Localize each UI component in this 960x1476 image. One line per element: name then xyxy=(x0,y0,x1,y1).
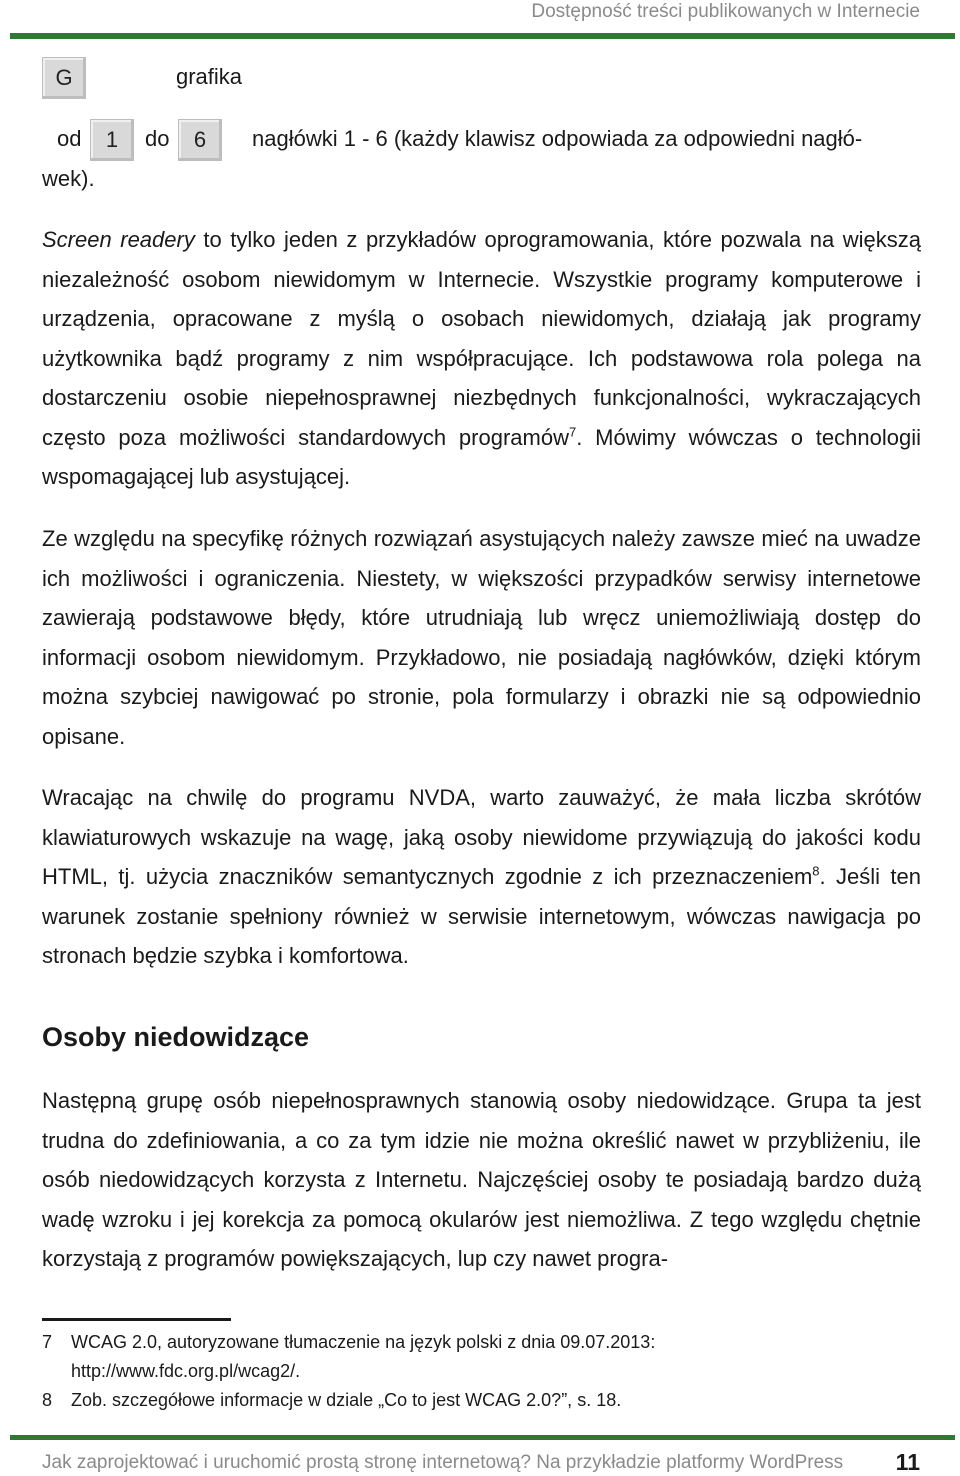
footnote-number: 7 xyxy=(42,1332,53,1352)
footnote-7 xyxy=(42,1328,655,1386)
paragraph-text: . Jeśli ten warunek zostanie spełniony również w serwisie internetowym, wówczas nawigacja po stronach będzie szybka i komfortowa. xyxy=(42,864,921,968)
key-g: G xyxy=(42,57,86,99)
paragraph-assistive-limits: Ze względu na specyfikę różnych rozwiązań asystujących należy zawsze mieć na uwadze ich możliwości i ograniczenia. Niestety, w większości przypadków serwisy internetowe zawierają podstawowe błędy, które utrudniają lub wręcz uniemożliwiają dostęp do informacji osobom niewidomym. Przykładowo, nie posiadają nagłówków, dzięki którym można szybciej nawigować po stronie, pola formularzy i obrazki nie są odpowiednio opisane. xyxy=(42,526,921,749)
range-desc-line1: nagłówki 1 - 6 (każdy klawisz odpowiada za odpowiedni nagłó- xyxy=(252,126,863,151)
key-1: 1 xyxy=(90,119,134,161)
footnote-8 xyxy=(42,1386,621,1415)
running-header: Dostępność treści publikowanych w Internecie xyxy=(531,1,920,22)
paragraph-screen-readers xyxy=(42,220,921,497)
paragraph-text: Wracając na chwilę do programu NVDA, warto zauważyć, że mała liczba skrótów klawiaturowych wskazuje na wagę, jaką osoby niewidome przywiązują do jakości kodu HTML, tj. użycia znaczników semantycznych zgodnie z ich przeznaczeniem xyxy=(42,785,921,889)
footnote-text: WCAG 2.0, autoryzowane tłumaczenie na język polski z dnia 09.07.2013: xyxy=(71,1332,656,1352)
header-rule xyxy=(10,33,955,39)
range-to-label: do xyxy=(145,126,170,151)
paragraph-low-vision: Następną grupę osób niepełnosprawnych stanowią osoby niedowidzące. Grupa ta jest trudna do zdefiniowania, a co za tym idzie nie można określić nawet w przybliżeniu, ile osób niedowidzących korzysta z Internetu. Najczęściej osoby te posiadają bardzo dużą wadę wzroku i jej korekcja za pomocą okularów jest niemożliwa. Z tego względu chętnie korzystają z programów powiększających, lup czy nawet progra- xyxy=(42,1088,921,1271)
range-from-label: od xyxy=(57,126,82,151)
key-6: 6 xyxy=(178,119,222,161)
footnote-ref-8: 8 xyxy=(812,863,820,879)
footnote-number: 8 xyxy=(42,1390,53,1410)
screen-readers-term: Screen readery xyxy=(42,227,195,252)
paragraph-text: to tylko jeden z przykładów oprogramowania, które pozwala na większą niezależność osobom niewidomym w Internecie. Wszystkie programy komputerowe i urządzenia, opracowane z myślą o osobach niewidomych, działają jak programy użytkownika bądź programy z nim współpracujące. Ich podstawowa rola polega na dostarczeniu osobie niepełnosprawnej niezbędnych funkcjonalności, wykraczających często poza możliwości standardowych programów xyxy=(42,227,921,450)
shortcut-g-desc: grafika xyxy=(176,64,243,89)
paragraph-nvda xyxy=(42,778,921,976)
footnote-link[interactable]: http://www.fdc.org.pl/wcag2/. xyxy=(71,1361,301,1381)
range-desc-line2: wek). xyxy=(42,166,95,191)
shortcut-g-row xyxy=(42,57,243,99)
page-number: 11 xyxy=(895,1449,920,1475)
footer-rule xyxy=(10,1435,955,1440)
footnote-separator xyxy=(42,1318,231,1321)
footnote-text: Zob. szczegółowe informacje w dziale „Co to jest WCAG 2.0?”, s. 18. xyxy=(71,1390,622,1410)
footer-book-title: Jak zaprojektować i uruchomić prostą stronę internetową? Na przykładzie platformy WordPress xyxy=(42,1452,844,1473)
footnote-ref-7: 7 xyxy=(568,424,577,440)
section-heading: Osoby niedowidzące xyxy=(42,1022,310,1052)
paragraph-text: . Mówimy wówczas o technologii wspomagającej lub asystującej. xyxy=(42,424,921,489)
